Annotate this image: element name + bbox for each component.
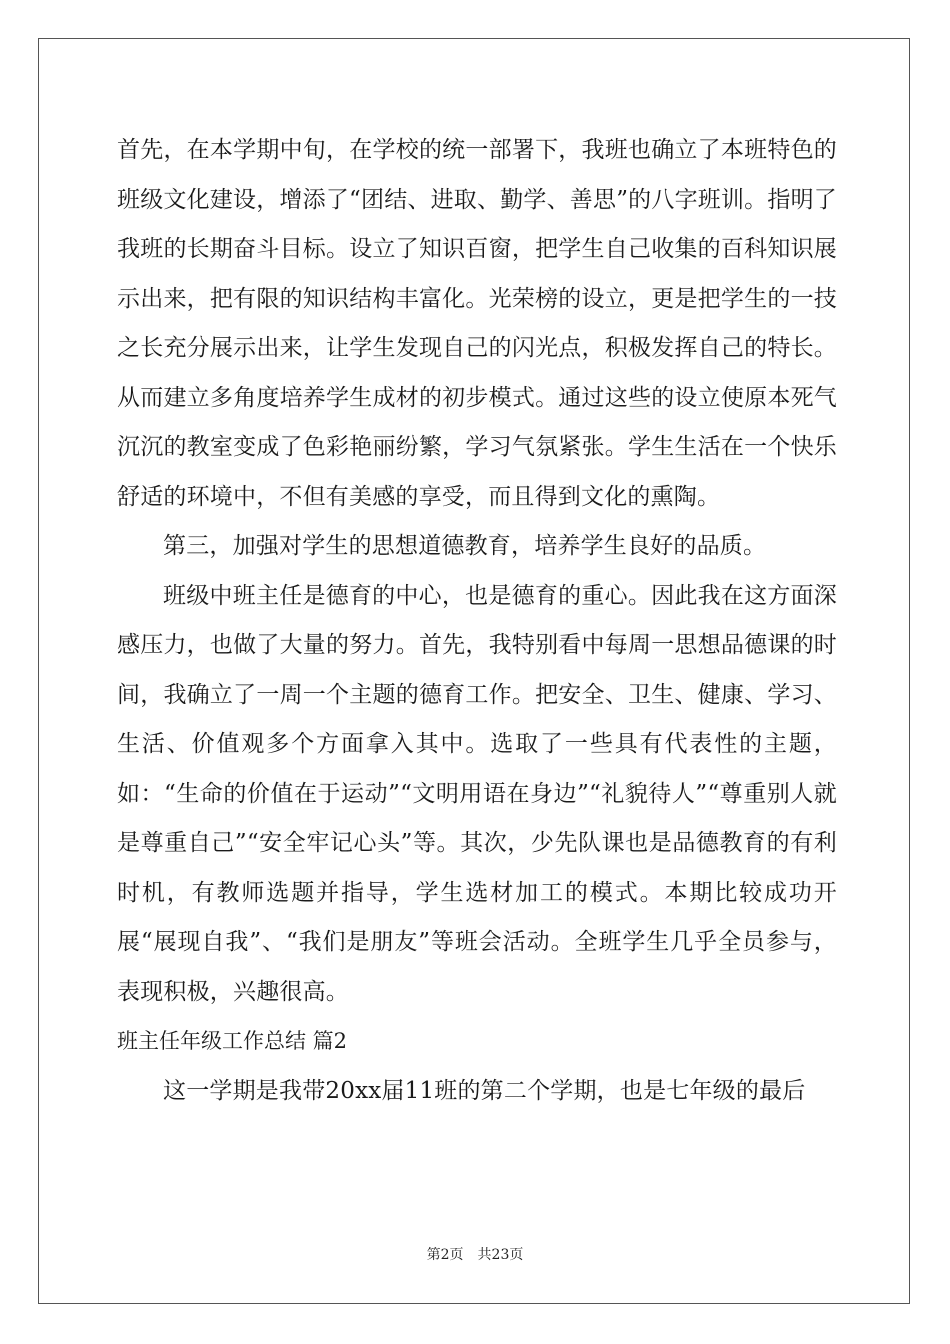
paragraph-culture: 首先，在本学期中旬，在学校的统一部署下，我班也确立了本班特色的班级文化建设，增添了“团结、进取、勤学、善思”的八字班训。指明了我班的长期奋斗目标。设立了知识百窗，把学生自己收集的百科知识展示出来，把有限的知识结构丰富化。光荣榜的设立，更是把学生的一技之长充分展示出来，让学生发现自己的闪光点，积极发挥自己的特长。从而建立多角度培养学生成材的初步模式。通过这些的设立使原本死气沉沉的教室变成了色彩艳丽纷繁，学习气氛紧张。学生生活在一个快乐舒适的环境中，不但有美感的享受，而且得到文化的熏陶。 — [117, 137, 837, 510]
paragraph-moral-education: 班级中班主任是德育的中心，也是德育的重心。因此我在这方面深感压力，也做了大量的努力。首先，我特别看中每周一思想品德课的时间，我确立了一周一个主题的德育工作。把安全、卫生、健康、学习、生活、价值观多个方面拿入其中。选取了一些具有代表性的主题，如：“生命的价值在于运动”“文明用语在身边”“礼貌待人”“尊重别人就是尊重自己”“安全牢记心头”等。其次，少先队课也是品德教育的有利时机，有教师选题并指导，学生选材加工的模式。本期比较成功开展“展现自我”、“我们是朋友”等班会活动。全班学生几乎全员参与，表现积极，兴趣很高。 — [117, 582, 837, 1005]
page-footer — [0, 1244, 950, 1264]
document-body — [117, 126, 837, 1116]
page-number: 第2页 — [426, 1247, 464, 1263]
page-total: 共23页 — [477, 1247, 524, 1263]
paragraph-point-three: 第三，加强对学生的思想道德教育，培养学生良好的品质。 — [163, 533, 767, 559]
section-heading: 班主任年级工作总结 篇2 — [117, 1029, 348, 1053]
paragraph-second-semester: 这一学期是我带20xx届11班的第二个学期，也是七年级的最后 — [163, 1077, 806, 1104]
